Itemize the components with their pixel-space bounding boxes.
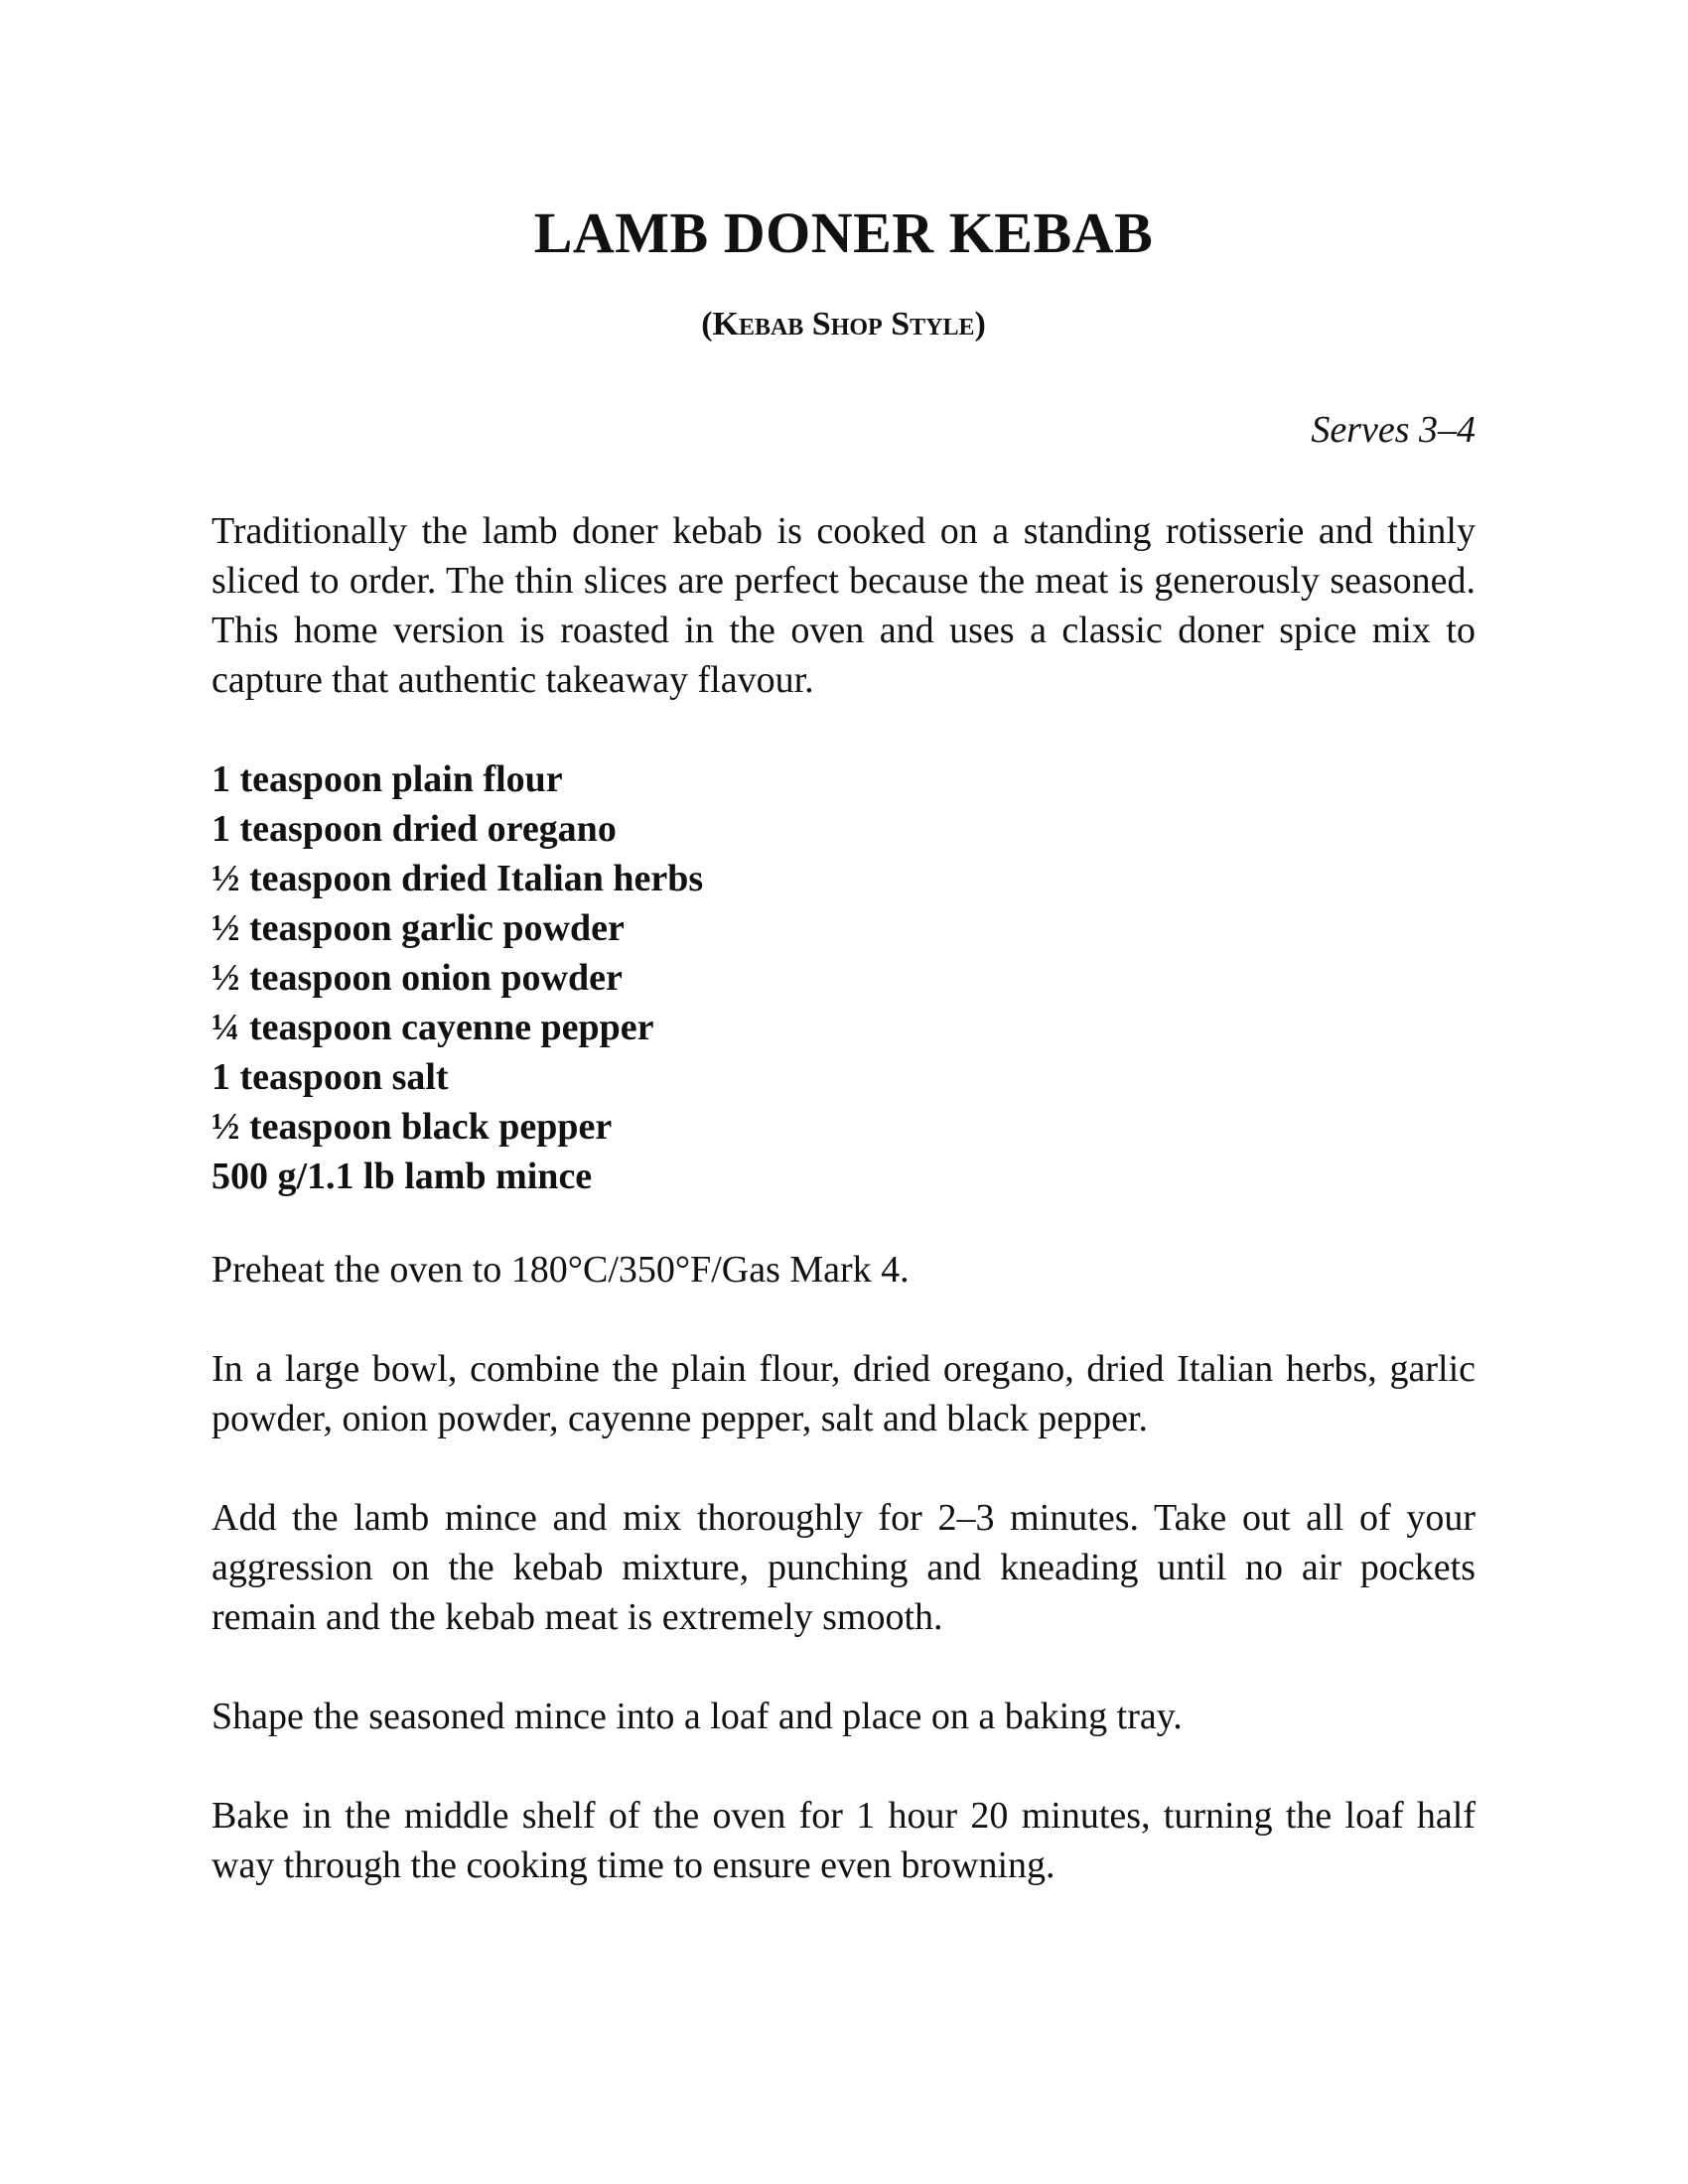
ingredient-list <box>211 754 1476 1201</box>
method-step-preheat: Preheat the oven to 180°C/350°F/Gas Mark 4. <box>211 1249 910 1291</box>
ingredient-item: 1 teaspoon dried oregano <box>211 808 617 850</box>
ingredient-item: ½ teaspoon onion powder <box>211 957 623 999</box>
method-step-combine: In a large bowl, combine the plain flour, dried oregano, dried Italian herbs, garlic powder, onion powder, cayenne pepper, salt and black pepper. <box>211 1348 1476 1439</box>
ingredient-item: 1 teaspoon plain flour <box>211 758 563 800</box>
method-step-mix: Add the lamb mince and mix thoroughly for 2–3 minutes. Take out all of your aggression on the kebab mixture, punching and kneading until no air pockets remain and the kebab meat is extremely smooth. <box>211 1497 1476 1638</box>
servings-note: Serves 3–4 <box>1311 409 1476 451</box>
recipe-title: LAMB DONER KEBAB <box>533 201 1154 265</box>
ingredient-item: ½ teaspoon dried Italian herbs <box>211 858 704 899</box>
method-step-bake: Bake in the middle shelf of the oven for 1 hour 20 minutes, turning the loaf half way through the cooking time to ensure even browning. <box>211 1795 1476 1886</box>
method-step-shape: Shape the seasoned mince into a loaf and place on a baking tray. <box>211 1696 1183 1737</box>
ingredient-item: 500 g/1.1 lb lamb mince <box>211 1156 593 1197</box>
recipe-subtitle: (Kebab Shop Style) <box>701 306 986 342</box>
intro-paragraph: Traditionally the lamb doner kebab is cooked on a standing rotisserie and thinly sliced to order. The thin slices are perfect because the meat is generously seasoned. This home version is roasted in the oven and uses a classic doner spice mix to capture that authentic takeaway flavour. <box>211 510 1476 701</box>
ingredient-item: ½ teaspoon black pepper <box>211 1106 613 1148</box>
ingredient-item: ½ teaspoon garlic powder <box>211 907 625 949</box>
ingredient-item: ¼ teaspoon cayenne pepper <box>211 1007 654 1048</box>
ingredient-item: 1 teaspoon salt <box>211 1056 449 1098</box>
